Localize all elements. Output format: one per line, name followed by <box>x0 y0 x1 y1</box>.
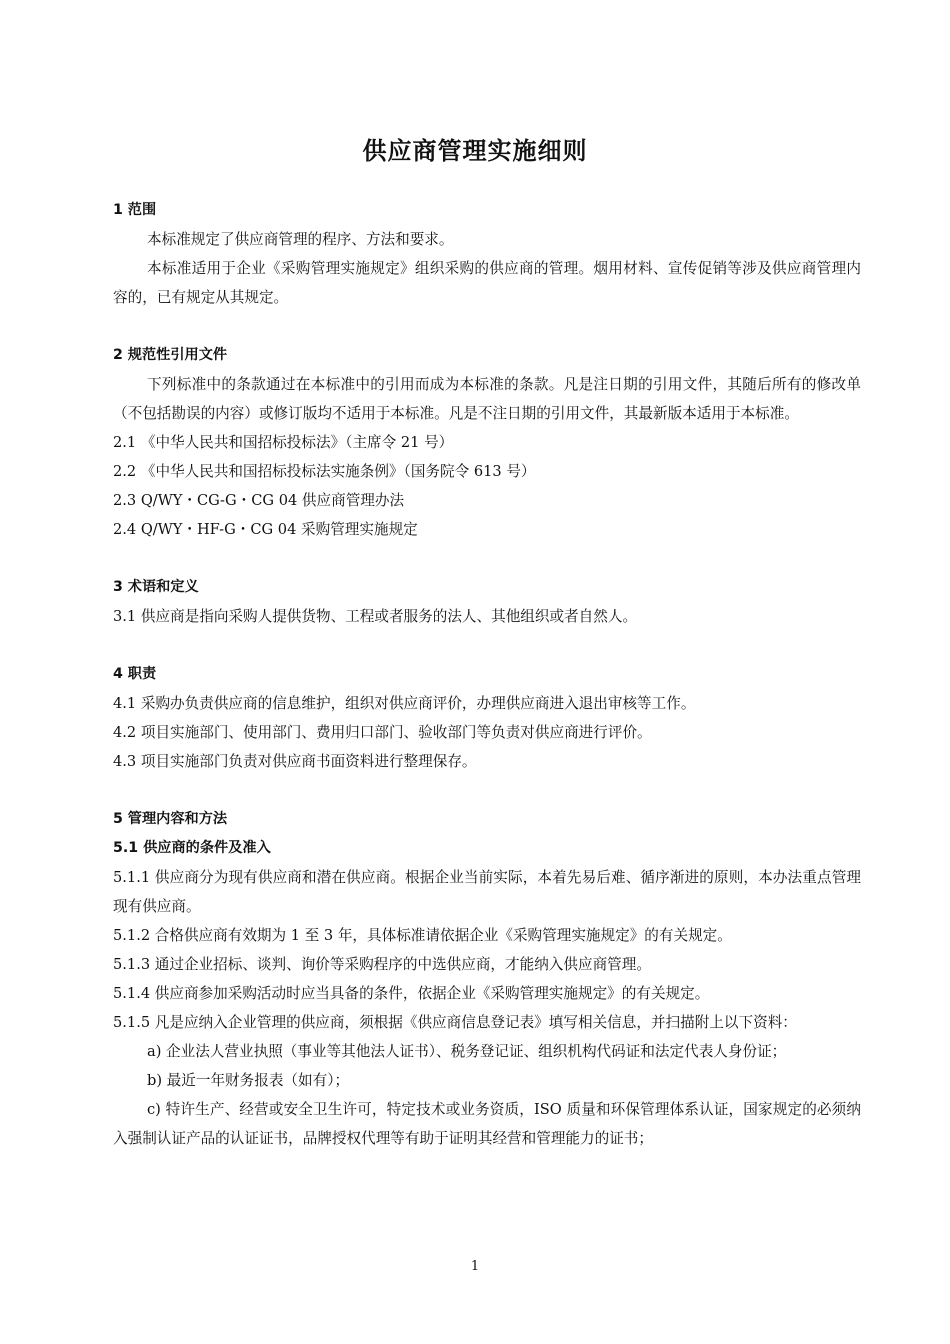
sub-item-b: b) 最近一年财务报表（如有）； <box>147 1072 350 1089</box>
section-2-paragraph-1: 下列标准中的条款通过在本标准中的引用而成为本标准的条款。凡是注日期的引用文件，其随后所有的修改单（不包括勘误的内容）或修订版均不适用于本标准。凡是不注日期的引用文件，其最新版本适用于本标准。 <box>113 376 861 422</box>
clause-item: 5.1.3 通过企业招标、谈判、询价等采购程序的中选供应商，才能纳入供应商管理。 <box>113 956 651 973</box>
sub-item-a: a) 企业法人营业执照（事业等其他法人证书）、税务登记证、组织机构代码证和法定代表人身份证； <box>147 1043 787 1060</box>
reference-item: 2.2 《中华人民共和国招标投标法实施条例》（国务院令 613 号） <box>113 463 536 480</box>
spacer <box>113 312 861 341</box>
section-1-heading: 1 范围 <box>113 202 157 218</box>
clause-item: 5.1.5 凡是应纳入企业管理的供应商，须根据《供应商信息登记表》填写相关信息，并扫描附上以下资料： <box>113 1014 797 1031</box>
section-1-paragraph-1: 本标准规定了供应商管理的程序、方法和要求。 <box>147 231 454 248</box>
document-body <box>113 196 861 1153</box>
section-5-heading: 5 管理内容和方法 <box>113 811 228 827</box>
definition-item: 3.1 供应商是指向采购人提供货物、工程或者服务的法人、其他组织或者自然人。 <box>113 608 638 625</box>
spacer <box>113 776 861 805</box>
clause-5-1-1: 5.1.1 供应商分为现有供应商和潜在供应商。根据企业当前实际，本着先易后难、循序渐进的原则，本办法重点管理现有供应商。 <box>113 869 861 915</box>
reference-item: 2.3 Q/WY・CG-G・CG 04 供应商管理办法 <box>113 492 405 509</box>
clause-item: 5.1.4 供应商参加采购活动时应当具备的条件，依据企业《采购管理实施规定》的有关规定。 <box>113 985 710 1002</box>
spacer <box>113 544 861 573</box>
responsibility-item: 4.1 采购办负责供应商的信息维护，组织对供应商评价，办理供应商进入退出审核等工作。 <box>113 695 696 712</box>
reference-item: 2.1 《中华人民共和国招标投标法》（主席令 21 号） <box>113 434 454 451</box>
clause-item: 5.1.2 合格供应商有效期为 1 至 3 年，具体标准请依据企业《采购管理实施规定》的有关规定。 <box>113 927 732 944</box>
page-title: 供应商管理实施细则 <box>362 137 588 165</box>
section-4-heading: 4 职责 <box>113 666 157 682</box>
page-number: 1 <box>470 1259 480 1274</box>
section-1-paragraph-2: 本标准适用于企业《采购管理实施规定》组织采购的供应商的管理。烟用材料、宣传促销等涉及供应商管理内容的，已有规定从其规定。 <box>113 260 861 306</box>
responsibility-item: 4.2 项目实施部门、使用部门、费用归口部门、验收部门等负责对供应商进行评价。 <box>113 724 652 741</box>
responsibility-item: 4.3 项目实施部门负责对供应商书面资料进行整理保存。 <box>113 753 477 770</box>
section-3-heading: 3 术语和定义 <box>113 579 199 595</box>
reference-item: 2.4 Q/WY・HF-G・CG 04 采购管理实施规定 <box>113 521 418 538</box>
section-2-heading: 2 规范性引用文件 <box>113 347 228 363</box>
spacer <box>113 631 861 660</box>
section-5-1-heading: 5.1 供应商的条件及准入 <box>113 840 271 856</box>
sub-item-c: c) 特许生产、经营或安全卫生许可，特定技术或业务资质，ISO 质量和环保管理体系认证，国家规定的必须纳入强制认证产品的认证证书，品牌授权代理等有助于证明其经营和管理能力的证书； <box>113 1101 861 1147</box>
